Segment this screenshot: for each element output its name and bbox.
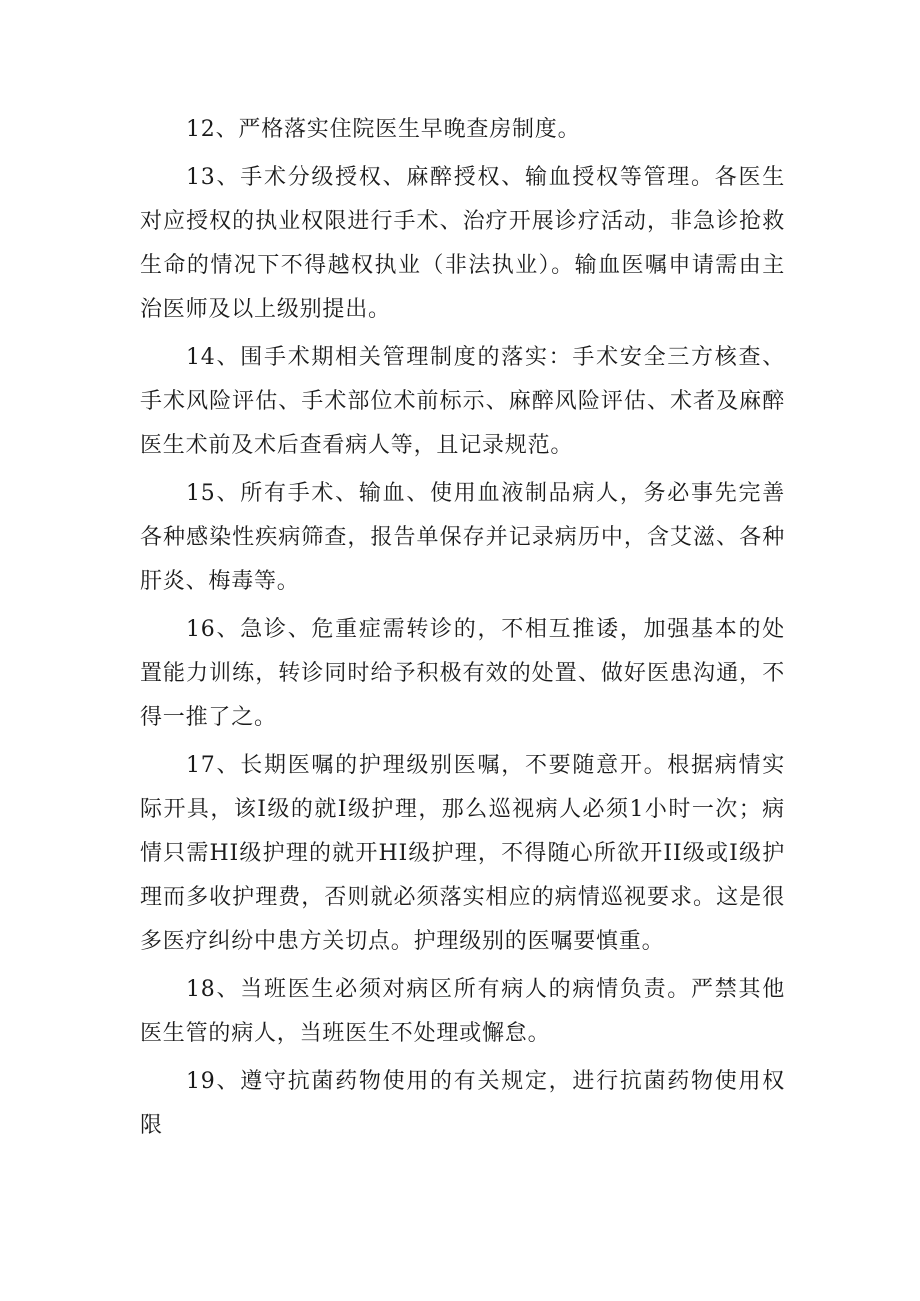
document-body xyxy=(140,108,785,1152)
paragraph-14: 14、围手术期相关管理制度的落实：手术安全三方核查、手术风险评估、手术部位术前标示、麻醉风险评估、术者及麻醉医生术前及术后查看病人等，且记录规范。 xyxy=(140,345,785,458)
paragraph-13: 13、手术分级授权、麻醉授权、输血授权等管理。各医生对应授权的执业权限进行手术、治疗开展诊疗活动，非急诊抢救生命的情况下不得越权执业（非法执业）。输血医嘱申请需由主治医师及以上级别提出。 xyxy=(140,165,785,322)
paragraph-18: 18、当班医生必须对病区所有病人的病情负责。严禁其他医生管的病人，当班医生不处理或懈怠。 xyxy=(140,977,785,1046)
paragraph-19: 19、遵守抗菌药物使用的有关规定，进行抗菌药物使用权限 xyxy=(140,1069,785,1138)
paragraph-16: 16、急诊、危重症需转诊的，不相互推诿，加强基本的处置能力训练，转诊同时给予积极有效的处置、做好医患沟通，不得一推了之。 xyxy=(140,617,785,730)
paragraph-12: 12、严格落实住院医生早晚查房制度。 xyxy=(186,117,581,142)
paragraph-17: 17、长期医嘱的护理级别医嘱，不要随意开。根据病情实际开具，该I级的就I级护理，那么巡视病人必须1小时一次；病情只需HI级护理的就开HI级护理，不得随心所欲开II级或I级护理而多收护理费，否则就必须落实相应的病情巡视要求。这是很多医疗纠纷中患方关切点。护理级别的医嘱要慎重。 xyxy=(140,753,785,954)
paragraph-15: 15、所有手术、输血、使用血液制品病人，务必事先完善各种感染性疾病筛查，报告单保存并记录病历中，含艾滋、各种肝炎、梅毒等。 xyxy=(140,481,785,594)
